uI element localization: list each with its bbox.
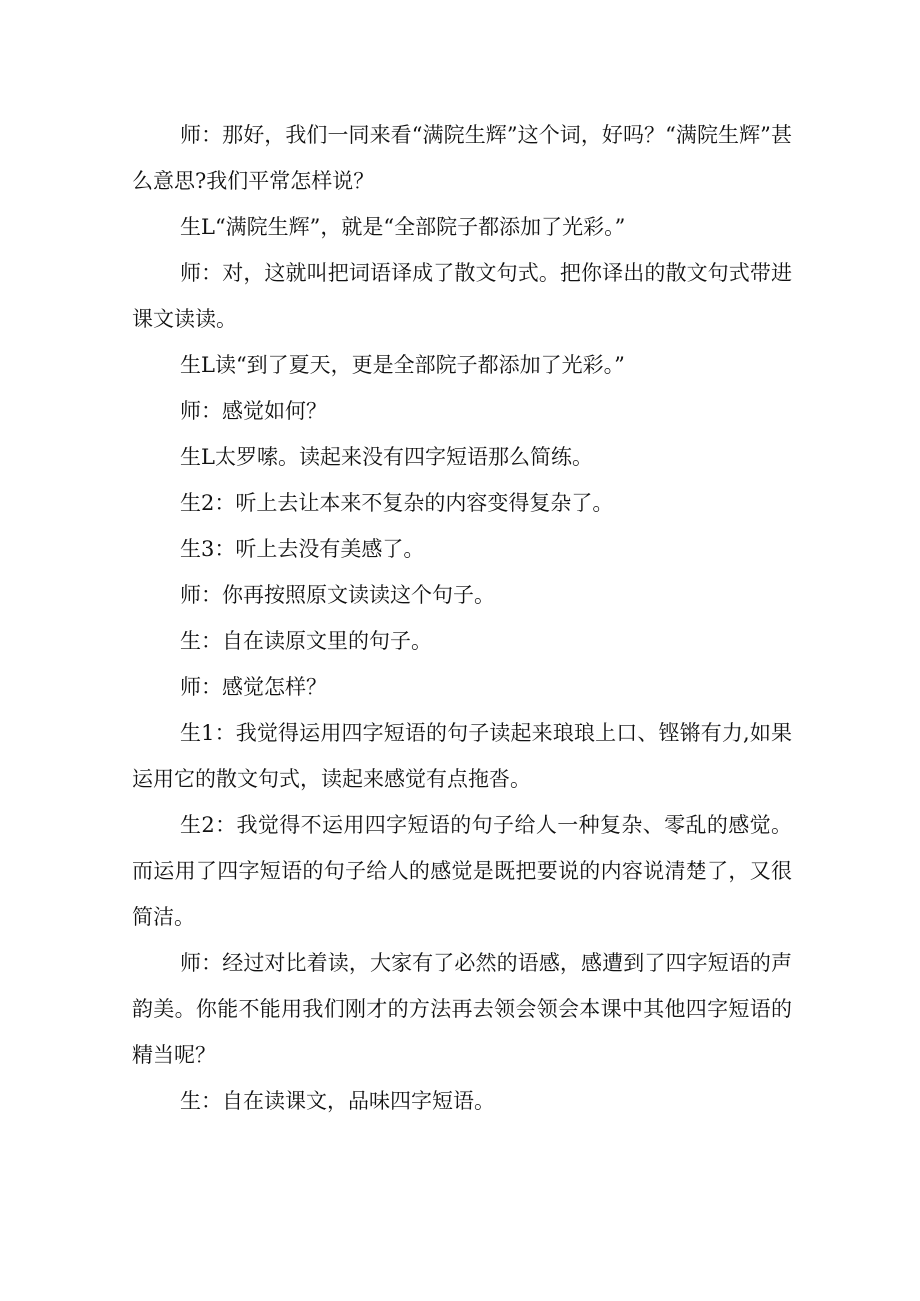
paragraph-8: 生3：听上去没有美感了。 <box>180 537 425 561</box>
paragraph-3: 师：对，这就叫把词语译成了散文句式。把你译出的散文句式带进课文读读。 <box>132 261 792 331</box>
paragraph-1: 师：那好，我们一同来看“满院生辉”这个词，好吗？“满院生辉”甚么意思?我们平常怎样说？ <box>132 123 792 193</box>
paragraph-14: 师：经过对比着读，大家有了必然的语感，感遭到了四字短语的声韵美。你能不能用我们刚才的方法再去领会领会本课中其他四字短语的精当呢？ <box>132 951 792 1067</box>
paragraph-10: 生：自在读原文里的句子。 <box>180 629 432 653</box>
paragraph-15: 生：自在读课文，品味四字短语。 <box>180 1089 495 1113</box>
paragraph-9: 师：你再按照原文读读这个句子。 <box>180 583 495 607</box>
paragraph-11: 师：感觉怎样？ <box>180 675 327 699</box>
document-body <box>132 112 792 1124</box>
paragraph-6: 生L太罗嗦。读起来没有四字短语那么简练。 <box>180 445 593 469</box>
paragraph-13: 生2：我觉得不运用四字短语的句子给人一种复杂、零乱的感觉。而运用了四字短语的句子给人的感觉是既把要说的内容说清楚了，又很简洁。 <box>132 813 792 929</box>
paragraph-4: 生L读“到了夏天，更是全部院子都添加了光彩。” <box>180 353 625 377</box>
paragraph-5: 师：感觉如何？ <box>180 399 327 423</box>
paragraph-12: 生1：我觉得运用四字短语的句子读起来琅琅上口、铿锵有力,如果运用它的散文句式，读起来感觉有点拖沓。 <box>132 721 792 791</box>
paragraph-7: 生2：听上去让本来不复杂的内容变得复杂了。 <box>180 491 614 515</box>
paragraph-2: 生L“满院生辉”，就是“全部院子都添加了光彩。” <box>180 215 626 239</box>
